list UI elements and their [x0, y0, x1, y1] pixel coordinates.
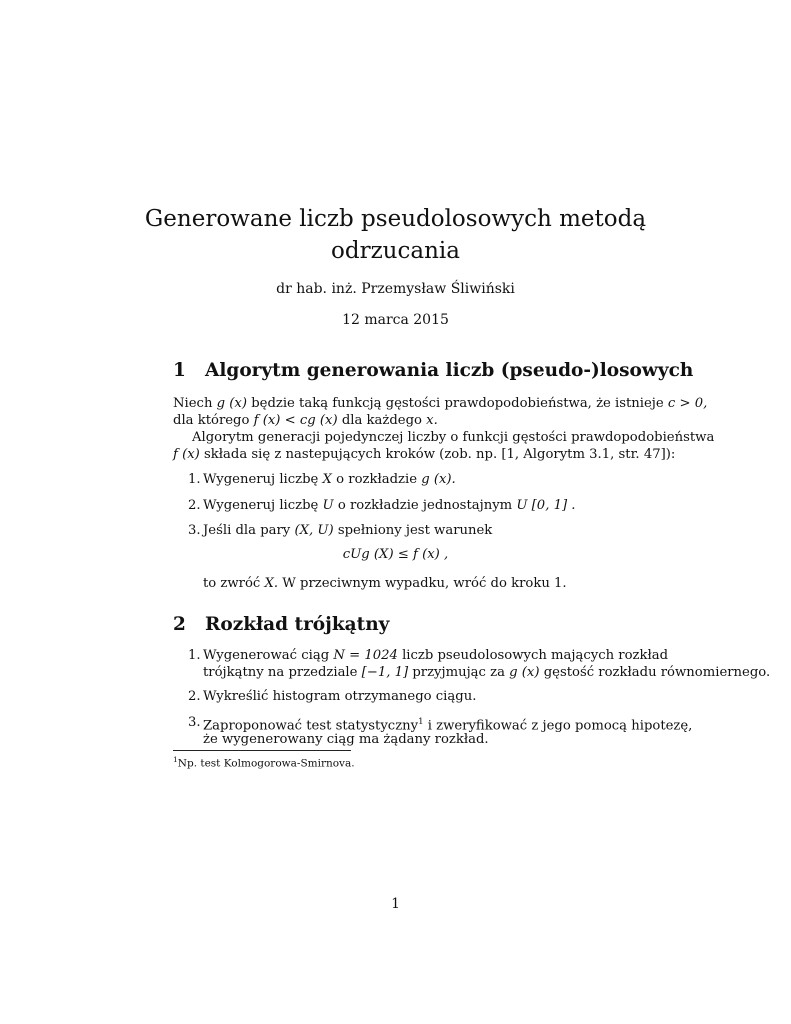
list-number: 2. — [188, 689, 201, 704]
math-n: N = 1024 — [333, 648, 398, 663]
display-equation: cUg (X) ≤ f (x) , — [342, 547, 449, 562]
text: i zweryfikować z jego pomocą hipotezę, — [423, 718, 693, 734]
text: spełniony jest warunek — [333, 523, 493, 538]
text: będzie taką funkcją gęstości prawdopodobieństwa, że istnieje — [247, 396, 668, 411]
text: Algorytm generacji pojedynczej liczby o funkcji gęstości prawdopodobieństwa — [192, 430, 715, 445]
math-g-x: g (x) — [216, 396, 248, 411]
footnote-mark: 1 — [418, 717, 424, 727]
text: Niech — [173, 396, 217, 411]
title-line-1: Generowane liczb pseudolosowych metodą — [144, 206, 647, 232]
text: o rozkładzie jednostajnym — [333, 498, 517, 513]
list-number: 1. — [188, 648, 201, 663]
section-2-title: Rozkład trójkątny — [205, 614, 390, 635]
text: Zaproponować test statystyczny — [203, 718, 419, 734]
footnote-text: Np. test Kolmogorowa-Smirnova. — [177, 757, 355, 770]
list-number: 2. — [188, 498, 201, 513]
text: W przeciwnym wypadku, wróć do kroku 1. — [278, 576, 567, 591]
section-2-heading — [173, 614, 389, 635]
math: g (x). — [421, 472, 456, 487]
document-title — [0, 203, 791, 267]
text: gęstość rozkładu równomiernego. — [539, 665, 771, 680]
text: Wygeneruj liczbę — [203, 498, 323, 513]
math-x: x. — [426, 413, 438, 428]
math-f-x: f (x) — [173, 447, 200, 462]
section-2-number: 2 — [173, 614, 186, 635]
footnote — [173, 755, 355, 770]
text: trójkątny na przedziale — [203, 665, 362, 680]
math-x: X. — [264, 576, 279, 591]
math-interval: [−1, 1] — [361, 665, 409, 680]
list-number: 1. — [188, 472, 201, 487]
list-number: 3. — [188, 715, 201, 730]
math-inequality: f (x) < cg (x) — [253, 413, 338, 428]
text: Wykreślić histogram otrzymanego ciągu. — [203, 689, 477, 704]
section-1-paragraph-1 — [173, 395, 708, 429]
text: dla każdego — [337, 413, 427, 428]
text: o rozkładzie — [331, 472, 422, 487]
title-line-2: odrzucania — [331, 238, 460, 264]
author: dr hab. inż. Przemysław Śliwiński — [276, 281, 515, 297]
math-c: c > 0, — [667, 396, 708, 411]
section-1-heading — [173, 360, 693, 381]
section-1-title: Algorytm generowania liczb (pseudo-)losowych — [205, 360, 694, 381]
text: Wygeneruj liczbę — [203, 472, 323, 487]
text: liczb pseudolosowych mających rozkład — [397, 648, 669, 663]
text: składa się z nastepujących kroków (zob. np. [1, Algorytm 3.1, str. 47]): — [199, 447, 676, 462]
text: dla którego — [173, 413, 254, 428]
date: 12 marca 2015 — [342, 312, 449, 328]
text: Wygenerować ciąg — [203, 648, 334, 663]
math: U — [322, 498, 334, 513]
text: Jeśli dla pary — [203, 523, 295, 538]
math: U [0, 1] . — [516, 498, 576, 513]
text: to zwróć — [203, 576, 265, 591]
page-number: 1 — [391, 896, 400, 912]
math: (X, U) — [294, 523, 334, 538]
footnote-number: 1 — [173, 755, 178, 764]
math-g-x: g (x) — [509, 665, 540, 680]
text: przyjmując za — [408, 665, 510, 680]
footnote-rule — [173, 750, 351, 751]
math: X — [322, 472, 332, 487]
section-1-number: 1 — [173, 360, 186, 381]
section-1-paragraph-2 — [173, 429, 715, 463]
list-number: 3. — [188, 523, 201, 538]
text: że wygenerowany ciąg ma żądany rozkład. — [203, 732, 489, 747]
